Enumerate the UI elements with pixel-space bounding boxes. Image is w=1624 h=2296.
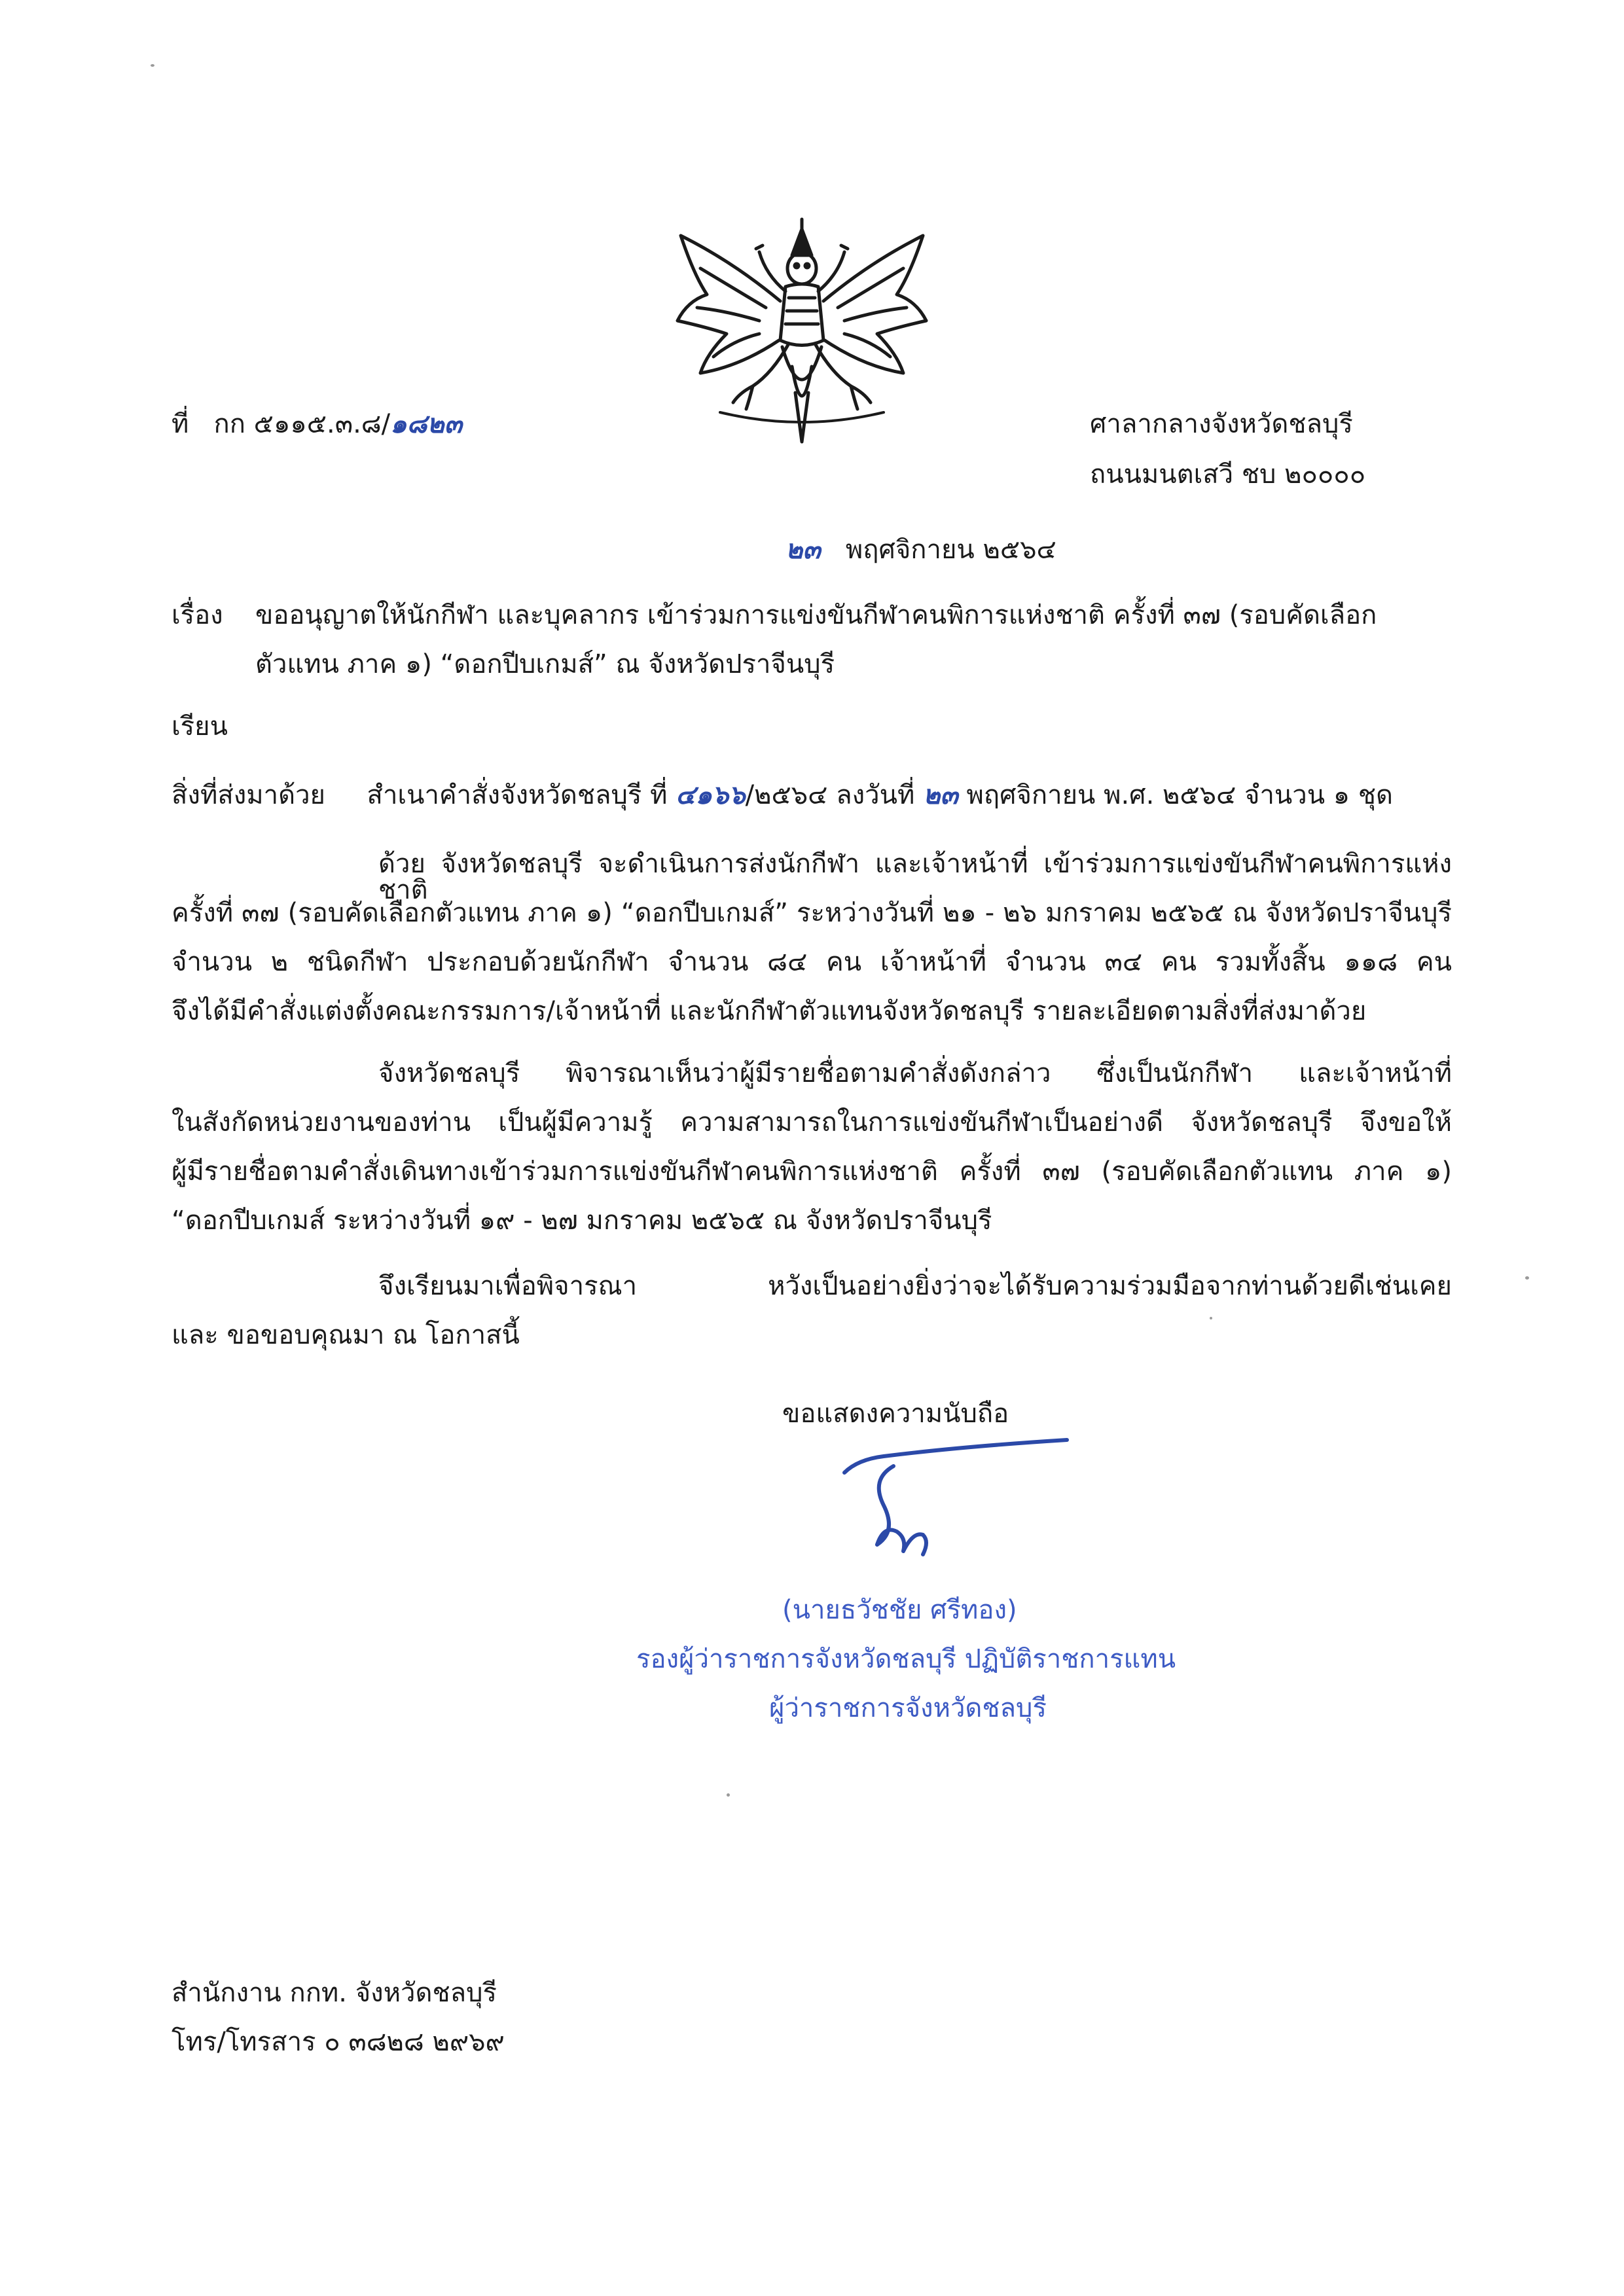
sender-address-line2: ถนนมนตเสวี ชบ ๒๐๐๐๐: [1090, 459, 1366, 490]
doc-number-prefix: กก ๕๑๑๕.๓.๘/: [213, 409, 391, 439]
scan-speck: [1210, 1317, 1212, 1319]
para1-line4: จึงได้มีคำสั่งแต่งตั้งคณะกรรมการ/เจ้าหน้าที่ และนักกีฬาตัวแทนจังหวัดชลบุรี รายละเอียดตามสิ่งที่ส่งมาด้วย: [171, 996, 1367, 1026]
para2-line2: ในสังกัดหน่วยงานของท่าน เป็นผู้มีความรู้ ความสามารถในการแข่งขันกีฬาเป็นอย่างดี จังหวัดชลบุรี จึงขอให้: [171, 1107, 1452, 1138]
handwritten-signature: [831, 1433, 1080, 1571]
scan-speck: [727, 1793, 730, 1797]
enclosure-day-handwritten: ๒๓: [923, 780, 958, 810]
para1-line2: ครั้งที่ ๓๗ (รอบคัดเลือกตัวแทน ภาค ๑) “ดอกปีบเกมส์” ระหว่างวันที่ ๒๑ - ๒๖ มกราคม ๒๕๖๕ ณ จังหวัดปราจีนบุรี: [171, 898, 1452, 928]
para1-line1: ด้วย จังหวัดชลบุรี จะดำเนินการส่งนักกีฬา และเจ้าหน้าที่ เข้าร่วมการแข่งขันกีฬาคนพิการแห่งชาติ: [378, 849, 1452, 905]
enclosure-text3: พฤศจิกายน พ.ศ. ๒๕๖๔ จำนวน ๑ ชุด: [966, 780, 1394, 810]
subject-label: เรื่อง: [171, 600, 223, 630]
doc-number-handwritten: ๑๘๒๓: [390, 408, 463, 439]
salutation: เรียน: [171, 711, 228, 742]
enclosure-order-handwritten: ๔๑๖๖: [676, 780, 746, 810]
para3-line1: จึงเรียนมาเพื่อพิจารณา หวังเป็นอย่างยิ่งว่าจะได้รับความร่วมมือจากท่านด้วยดีเช่นเคย: [378, 1271, 1452, 1301]
subject-line1: ขออนุญาตให้นักกีฬา และบุคลากร เข้าร่วมการแข่งขันกีฬาคนพิการแห่งชาติ ครั้งที่ ๓๗ (รอบคัดเลือก: [255, 600, 1377, 630]
enclosure-text1: สำเนาคำสั่งจังหวัดชลบุรี ที่: [367, 780, 668, 810]
doc-number-label: ที่: [171, 409, 189, 439]
letter-date: [785, 534, 1056, 565]
para2-line1: จังหวัดชลบุรี พิจารณาเห็นว่าผู้มีรายชื่อตามคำสั่งดังกล่าว ซึ่งเป็นนักกีฬา และเจ้าหน้าที่: [378, 1058, 1452, 1088]
para2-line4: “ดอกปีบเกมส์ ระหว่างวันที่ ๑๙ - ๒๗ มกราคม ๒๕๖๕ ณ จังหวัดปราจีนบุรี: [171, 1206, 992, 1236]
scan-speck: [151, 64, 154, 67]
garuda-emblem-icon: [668, 216, 936, 452]
enclosure-label: สิ่งที่ส่งมาด้วย: [171, 780, 325, 810]
subject-line2: ตัวแทน ภาค ๑) “ดอกปีบเกมส์” ณ จังหวัดปราจีนบุรี: [255, 649, 835, 679]
date-month-year: พฤศจิกายน ๒๕๖๔: [845, 535, 1056, 565]
sender-address-line1: ศาลากลางจังหวัดชลบุรี: [1090, 409, 1353, 439]
para3-line2: และ ขอขอบคุณมา ณ โอกาสนี้: [171, 1320, 520, 1350]
date-day-handwritten: ๒๓: [785, 534, 821, 565]
signatory-title1: รองผู้ว่าราชการจังหวัดชลบุรี ปฏิบัติราชการแทน: [636, 1644, 1176, 1674]
footer-phone: โทร/โทรสาร ๐ ๓๘๒๘ ๒๙๖๙: [171, 2027, 505, 2057]
para1-line3: จำนวน ๒ ชนิดกีฬา ประกอบด้วยนักกีฬา จำนวน ๘๔ คน เจ้าหน้าที่ จำนวน ๓๔ คน รวมทั้งสิ้น ๑๑๘ คน: [171, 947, 1452, 977]
footer-office: สำนักงาน กกท. จังหวัดชลบุรี: [171, 1978, 497, 2008]
doc-number: [171, 408, 463, 439]
signatory-name: (นายธวัชชัย ศรีทอง): [782, 1595, 1017, 1625]
enclosure: [171, 782, 1393, 808]
signatory-title2: ผู้ว่าราชการจังหวัดชลบุรี: [769, 1693, 1047, 1723]
para2-line3: ผู้มีรายชื่อตามคำสั่งเดินทางเข้าร่วมการแข่งขันกีฬาคนพิการแห่งชาติ ครั้งที่ ๓๗ (รอบคัดเลือกตัวแทน ภาค ๑): [171, 1157, 1452, 1187]
closing: ขอแสดงความนับถือ: [782, 1399, 1009, 1429]
enclosure-text2: /๒๕๖๔ ลงวันที่: [745, 780, 915, 810]
scan-speck: [1525, 1276, 1529, 1280]
